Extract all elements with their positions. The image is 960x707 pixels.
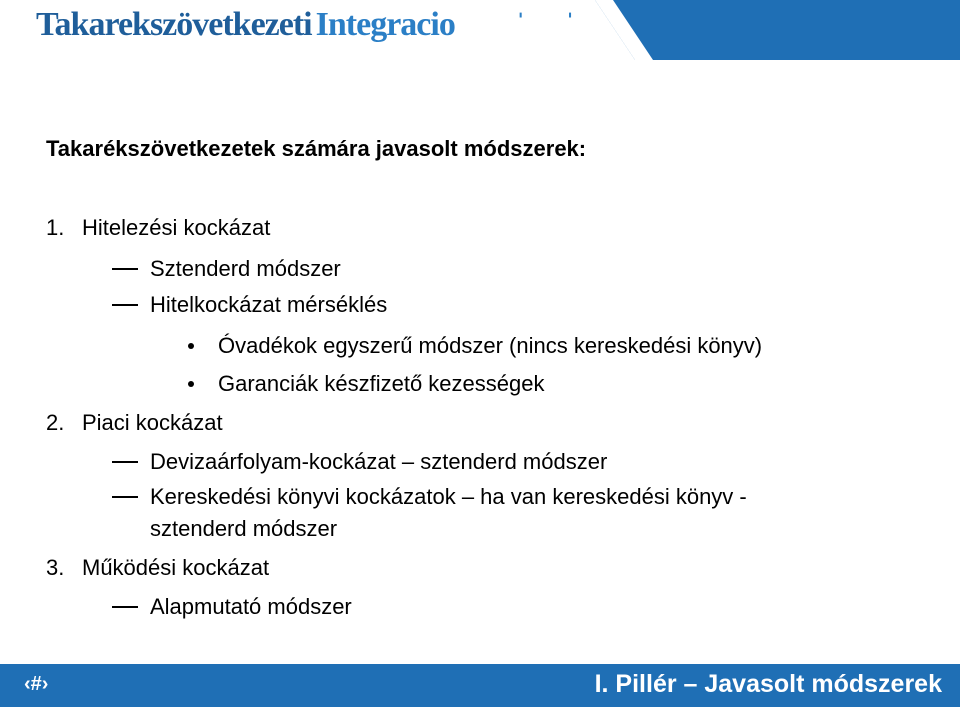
dash-marker (112, 268, 138, 270)
list-number: 3. (46, 555, 65, 580)
list-item-label: Működési kockázat (82, 555, 270, 580)
sub-item-continuation: sztenderd módszer (150, 516, 338, 541)
bullet-marker (188, 381, 194, 387)
sub-item: Sztenderd módszer (150, 256, 341, 281)
list-item-label: Hitelezési kockázat (82, 215, 271, 240)
dash-marker (112, 461, 138, 463)
bullet-marker (188, 343, 194, 349)
bullet-item: Óvadékok egyszerű módszer (nincs kereskedési könyv) (218, 333, 763, 358)
brand-logo (36, 6, 455, 44)
list-item-2 (46, 410, 223, 436)
sub-item: Hitelkockázat mérséklés (150, 292, 388, 317)
sub-item: Alapmutató módszer (150, 594, 352, 619)
list-item-label: Piaci kockázat (82, 410, 223, 435)
dash-marker (112, 496, 138, 498)
decorative-ticks: ˈ ˈ (516, 8, 575, 39)
logo-text-part2: Integracio (315, 6, 455, 43)
slide-title: Takarékszövetkezetek számára javasolt módszerek: (46, 136, 587, 161)
list-number: 2. (46, 410, 65, 435)
sub-item: Devizaárfolyam-kockázat – sztenderd módszer (150, 449, 608, 474)
dash-marker (112, 304, 138, 306)
sub-item: Kereskedési könyvi kockázatok – ha van kereskedési könyv - (150, 484, 747, 509)
logo-text-part1: Takarekszövetkezeti (36, 6, 312, 43)
footer-title: I. Pillér – Javasolt módszerek (594, 670, 942, 698)
footer-bar (0, 664, 960, 707)
corner-decoration (595, 0, 960, 60)
header (0, 0, 960, 60)
list-item-3 (46, 555, 269, 581)
slide-number: ‹#› (24, 673, 49, 695)
bullet-item: Garanciák készfizető kezességek (218, 371, 545, 396)
dash-marker (112, 606, 138, 608)
list-number: 1. (46, 215, 65, 240)
list-item-1 (46, 215, 270, 241)
